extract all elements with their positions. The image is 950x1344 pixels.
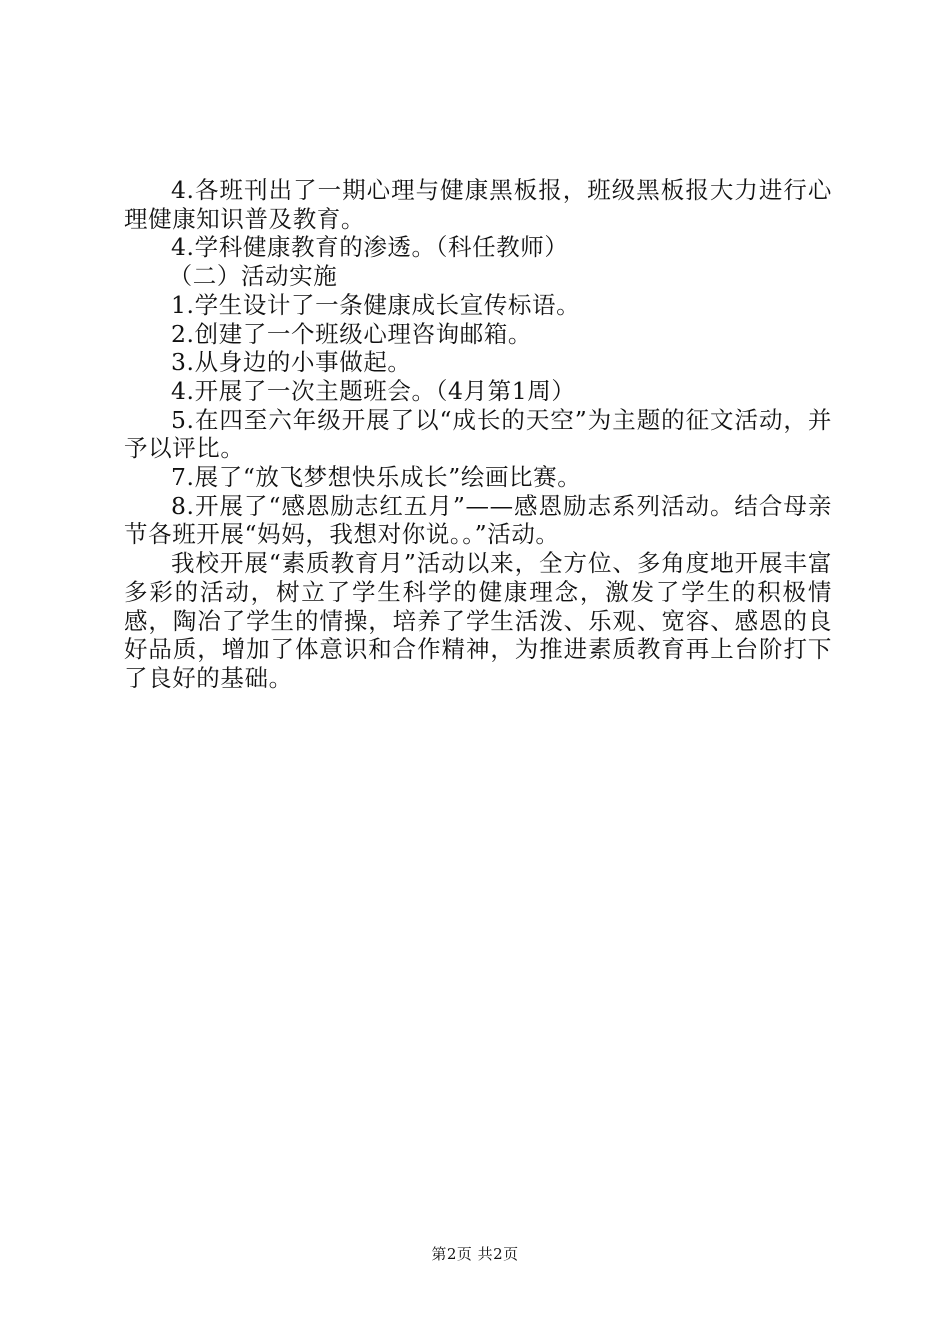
section-heading-activity-implementation: （二）活动实施	[168, 262, 338, 291]
paragraph-mailbox: 2.创建了一个班级心理咨询邮箱。	[171, 319, 533, 348]
paragraph-summary: 我校开展“素质教育月”活动以来，全方位、多角度地开展丰富多彩的活动，树立了学生科学的健康理念，激发了学生的积极情感，陶冶了学生的情操，培养了学生活泼、乐观、宽容、感恩的良好品质，增加了体意识和合作精神，为推进素质教育再上台阶打下了良好的基础。	[124, 549, 832, 692]
paragraph-essay-contest: 5.在四至六年级开展了以“成长的天空”为主题的征文活动，并予以评比。	[124, 405, 832, 463]
document-body	[124, 176, 832, 693]
paragraph-class-meeting: 4.开展了一次主题班会。（4月第1周）	[171, 376, 576, 405]
paragraph-small-things: 3.从身边的小事做起。	[171, 348, 412, 377]
paragraph-gratitude-activity: 8.开展了“感恩励志红五月”——感恩励志系列活动。结合母亲节各班开展“妈妈，我想对你说。。”活动。	[124, 491, 832, 549]
paragraph-drawing-contest: 7.展了“放飞梦想快乐成长”绘画比赛。	[171, 463, 582, 492]
paragraph-subject-education: 4.学科健康教育的渗透。（科任教师）	[171, 233, 569, 262]
paragraph-blackboard-report: 4.各班刊出了一期心理与健康黑板报，班级黑板报大力进行心理健康知识普及教育。	[124, 176, 832, 233]
page-number-footer: 第2页 共2页	[431, 1245, 519, 1263]
paragraph-slogan: 1.学生设计了一条健康成长宣传标语。	[171, 290, 581, 319]
